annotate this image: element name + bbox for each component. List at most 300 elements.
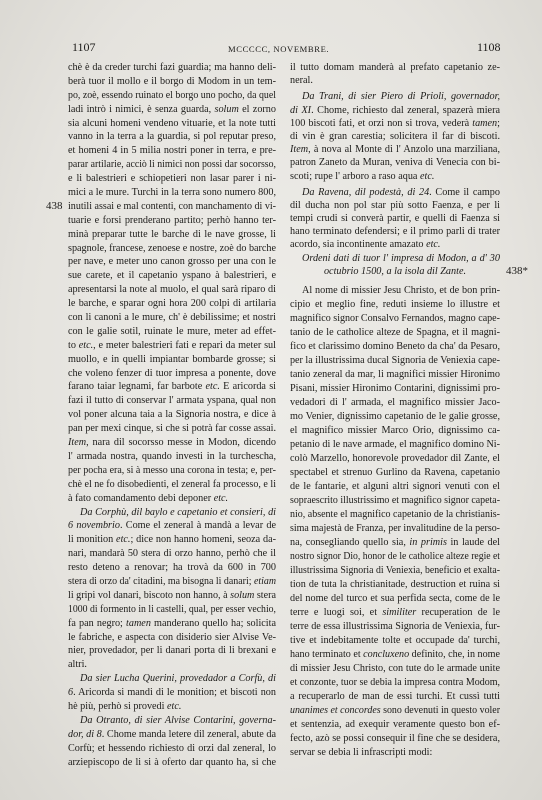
roman-text: nari, mandarà 50 stera di orzo hanno, perhò che il	[68, 548, 276, 560]
roman-text: per nave, e meter uno canon grosso per una con le	[68, 256, 276, 268]
text-line	[68, 255, 276, 269]
text-line	[68, 603, 276, 617]
italic-text: Da Otranto, di sier Alvise Contarini, governa-	[80, 714, 276, 726]
roman-text: e li balestrieri e schiopetieri non lasar parer i ni-	[68, 173, 276, 185]
roman-text: et conzonte, tuor se debia la impresa contra Modom,	[290, 677, 500, 688]
text-line	[68, 158, 276, 172]
line-text	[290, 74, 313, 87]
text-line	[290, 578, 500, 592]
roman-text: . Chome manda letere dil zeneral, abute da	[101, 728, 276, 740]
roman-text: de le fantarie, et alguni altri signori venuti con el	[290, 481, 500, 492]
text-line	[68, 575, 276, 589]
italic-text: 6 novembrio	[68, 520, 120, 532]
text-line	[68, 130, 276, 144]
line-text	[68, 200, 276, 214]
right-column-top-entries	[290, 61, 500, 252]
roman-text: el magnifico missier Marco Orio, dignissimo ca-	[290, 425, 500, 436]
italic-text: dor, di 8	[68, 728, 102, 740]
roman-text: fico et clarissimo domino Beneto da cha' da Pesaro,	[290, 341, 500, 352]
line-text	[68, 311, 276, 325]
roman-text: il tutto domam manderà al prefato capetanio ze-	[290, 62, 500, 73]
text-line	[68, 561, 276, 575]
text-line	[68, 617, 276, 631]
roman-text: mo Venier, dignissimo capetanio de le galie grosse,	[290, 411, 500, 422]
italic-text: etc.	[419, 170, 435, 182]
line-text	[324, 265, 466, 278]
line-text	[68, 728, 276, 742]
text-line	[290, 648, 500, 662]
roman-text: tuarie e forsi prenderano partito; perhò hanno ter-	[68, 214, 276, 226]
line-text	[68, 89, 276, 103]
italic-text: Item	[290, 144, 309, 156]
italic-text: etc.	[167, 700, 182, 712]
roman-text: et homeni 4 in 5 milia nostri poner in terra, e pre-	[68, 145, 276, 157]
roman-text: terre de essa illustrissima Signoria de Veniexia, fur-	[290, 621, 500, 632]
line-text	[68, 117, 276, 131]
paragraph	[68, 506, 276, 673]
roman-text: patron Zaneto da Muran, veniva di Venecia con bi-	[290, 157, 500, 169]
line-text	[68, 242, 276, 256]
roman-text: sima majestà de Franza, per invalitudine de la perso-	[290, 523, 500, 534]
line-text	[290, 480, 500, 494]
text-line	[290, 382, 500, 396]
roman-text: altri.	[68, 659, 87, 671]
line-text	[68, 353, 276, 367]
line-text	[68, 214, 276, 228]
italic-text: etc.	[213, 492, 229, 504]
text-line	[290, 746, 500, 760]
line-text	[290, 592, 500, 606]
text-line	[68, 186, 276, 200]
line-text	[68, 561, 276, 575]
text-line	[68, 742, 276, 756]
line-text	[290, 156, 500, 169]
line-text	[290, 746, 432, 760]
text-line	[290, 284, 500, 298]
roman-text: . Chome, richiesto dal zeneral, spazerà miera	[311, 104, 500, 116]
line-text	[68, 75, 276, 89]
line-text	[68, 408, 276, 422]
text-line	[290, 410, 500, 424]
text-line	[68, 394, 276, 408]
roman-text: le barche, e sparar ogni hora 200 colpi di artilaria	[68, 298, 276, 310]
roman-text: fazi il tutto di conservar l' armata yspana, qual non	[68, 395, 276, 407]
line-text	[68, 255, 276, 269]
text-line	[68, 492, 276, 506]
roman-text: minà preparar tutte le barche di le nave grosse, li	[68, 228, 276, 240]
text-line	[290, 212, 500, 225]
line-text	[290, 704, 500, 718]
roman-text: acordo, sia incontinente amazato	[290, 239, 427, 251]
text-line	[290, 170, 500, 183]
roman-text: cipio et meglio fine, reduti insieme lo illustre et	[290, 299, 500, 310]
text-line	[68, 61, 276, 75]
roman-text: tion de tuta la christianitade, destruction et ruina si	[290, 579, 500, 590]
roman-text: illustrissima Signoria di Veniexia, beneficio et exalta-	[290, 565, 500, 576]
roman-text: . Come il campo	[429, 186, 500, 198]
roman-text: con le galie sotil, ruinate le mure, meter ad effet-	[68, 325, 276, 337]
roman-text: Corfù; et hessendo richiesto di orzi dal zeneral, lo	[68, 742, 276, 754]
text-line	[290, 265, 500, 278]
roman-text: sono devenuti in questo voler	[380, 705, 500, 716]
text-line	[68, 700, 276, 714]
roman-text: hano terminato defendersi; e il primo parli di trater	[290, 226, 500, 238]
text-line	[290, 592, 500, 606]
roman-text: chè el ne fo disobedienti, el zeneral fa processo, e li	[68, 478, 276, 490]
text-line	[290, 606, 500, 620]
roman-text: na, consegliando quello sia,	[290, 537, 410, 548]
line-text	[290, 424, 500, 438]
right-margin-note: 438*	[506, 265, 528, 277]
roman-text: ; dice non hanno homeni, seoza da-	[130, 534, 276, 546]
line-text	[68, 589, 276, 603]
line-text	[290, 634, 500, 648]
text-line	[290, 74, 500, 87]
roman-text: a recuperarlo de man de essi turchi. Et cussì tutti	[290, 691, 500, 702]
text-line	[68, 464, 276, 478]
roman-text: ;	[497, 117, 500, 129]
text-line	[68, 242, 276, 256]
text-line	[68, 380, 276, 394]
text-line	[290, 466, 500, 480]
text-line	[68, 339, 276, 353]
text-line	[290, 676, 500, 690]
text-line	[290, 662, 500, 676]
roman-text: stera di orzo da' citadini, ma bisogna li danari;	[68, 575, 254, 587]
line-text	[290, 340, 500, 354]
line-text	[290, 225, 500, 238]
line-text	[68, 422, 276, 436]
roman-text: , à nova al Monte di l' Anzolo una marziliana,	[308, 144, 500, 156]
roman-text: Pisani, missier Hironimo Contarini, dignissimi pro-	[290, 383, 500, 394]
roman-text: 100 biscoti fati, et orzi non si trova, vederà	[290, 117, 473, 129]
line-text	[68, 644, 276, 658]
roman-text: vanno in la terra a la guardia, si pol reputar preso,	[68, 131, 276, 143]
line-text	[290, 368, 500, 382]
roman-text: apresentarsi la note al muolo, el qual sarà riparo di	[68, 284, 276, 296]
roman-text: ladi intrò i nimici, è senza guarda,	[68, 103, 215, 115]
text-line	[68, 589, 276, 603]
line-text	[290, 143, 500, 156]
text-line	[68, 533, 276, 547]
text-line	[290, 104, 500, 117]
line-text	[290, 438, 500, 452]
line-text	[68, 61, 276, 75]
line-text	[68, 450, 276, 464]
right-page-number: 1108	[477, 40, 501, 54]
paragraph	[68, 672, 276, 714]
italic-text: similiter	[382, 607, 417, 618]
line-text	[68, 228, 276, 242]
text-line	[290, 634, 500, 648]
roman-text: con li canoni a le mure, ch' è debilissime; et nostri	[68, 312, 276, 324]
line-text	[290, 690, 500, 704]
line-text	[80, 506, 276, 520]
text-line	[68, 75, 276, 89]
roman-text: po, zoè, essendo ruinato el borgo uno pocho, da quel	[68, 89, 276, 101]
roman-text: per la illustrissima ducal Signoria de Veniexia cape-	[290, 355, 500, 366]
line-text	[290, 326, 500, 340]
text-line	[290, 238, 500, 251]
line-text	[68, 658, 87, 672]
text-line	[68, 450, 276, 464]
line-text	[290, 61, 500, 74]
italic-text: tamen	[126, 617, 151, 629]
roman-text: li monition	[68, 534, 117, 546]
text-line	[68, 714, 276, 728]
text-line	[290, 550, 500, 564]
text-line	[290, 298, 500, 312]
text-line	[290, 424, 500, 438]
roman-text: stera	[254, 589, 276, 601]
line-text	[68, 297, 276, 311]
roman-text: chè è da creder turchi fazi guardia; ma hanno deli-	[68, 62, 276, 73]
line-text	[290, 578, 500, 592]
line-text	[290, 104, 500, 117]
line-text	[68, 380, 276, 394]
text-line	[290, 340, 500, 354]
italic-text: unanimes et concordes	[290, 705, 381, 716]
roman-text: octubrio 1500, a la isola dil Zante.	[323, 266, 467, 278]
italic-text: di XI	[290, 104, 312, 116]
italic-text: etiam	[253, 575, 276, 587]
section-heading	[290, 252, 500, 279]
text-line	[290, 225, 500, 238]
roman-text: arziepiscopo de li si à oferto dar quanto ha, si che	[68, 756, 276, 768]
text-line	[68, 422, 276, 436]
italic-text: etc.	[78, 339, 94, 351]
line-text	[68, 144, 276, 158]
text-line	[68, 672, 276, 686]
text-line	[68, 644, 276, 658]
roman-text: hè più, perhò si provedi	[68, 700, 168, 712]
paragraph	[290, 61, 500, 87]
text-line	[68, 547, 276, 561]
left-margin-note: 438	[46, 200, 63, 212]
text-line	[68, 519, 276, 533]
line-text	[290, 466, 500, 480]
italic-text: concluxeno	[363, 649, 410, 660]
text-line	[68, 117, 276, 131]
line-text	[290, 564, 500, 578]
text-line	[68, 269, 276, 283]
roman-text: vol poner alcuna taia a la Signoria nostra, e dice à	[68, 409, 276, 421]
text-line	[290, 508, 500, 522]
roman-text: pan per mexi cinque, si che si potrà far cosse assai.	[68, 423, 276, 435]
roman-text: colò Marzello, honorevole provedador dil Zante, el	[290, 453, 500, 464]
roman-text: magnifico signor Consalvo Fernandos, magno cape-	[290, 313, 500, 324]
text-line	[68, 297, 276, 311]
roman-text: parar artilarie, acciò li nimici non possi dar socorsso,	[68, 159, 276, 171]
italic-text: tamen	[472, 117, 498, 129]
text-line	[68, 353, 276, 367]
line-text	[290, 648, 500, 662]
text-line	[290, 368, 500, 382]
line-text	[290, 676, 500, 690]
line-text	[68, 756, 276, 770]
text-line	[290, 690, 500, 704]
line-text	[290, 620, 500, 634]
text-line	[68, 103, 276, 117]
line-text	[68, 533, 276, 547]
line-text	[68, 394, 276, 408]
roman-text: el zorno	[238, 103, 276, 115]
roman-text: spectabel et strenuo Gurlino da Ravena, capetanio	[290, 467, 500, 478]
text-line	[290, 620, 500, 634]
italic-text: in primis	[409, 537, 447, 548]
running-head: MCCCCC, NOVEMBRE.	[228, 44, 330, 54]
text-line	[68, 506, 276, 520]
text-line	[290, 522, 500, 536]
roman-text: per pocha era, si à messo una corona in testa; e, per-	[68, 464, 276, 476]
line-text	[68, 158, 276, 172]
paragraph	[68, 61, 276, 506]
roman-text: hano terminato et	[290, 649, 364, 660]
line-text	[68, 103, 276, 117]
line-text	[290, 354, 500, 368]
line-text	[68, 436, 276, 450]
line-text	[290, 550, 500, 564]
roman-text: Ordeni dati di tuor l' impresa di Modon, a d' 30	[302, 253, 500, 264]
text-line	[68, 311, 276, 325]
line-text	[290, 718, 500, 732]
left-text-column	[68, 61, 276, 769]
italic-text: solum	[230, 589, 255, 601]
roman-text: servar se debia li infrascripti modi:	[290, 747, 433, 758]
line-text	[68, 700, 181, 714]
roman-text: . Come el zeneral à mandà a levar de	[119, 520, 276, 532]
text-line	[68, 728, 276, 742]
italic-text: etc.	[205, 381, 220, 393]
roman-text: dil ducha non pol star più sotto Faenza, e per li	[290, 199, 500, 211]
text-line	[68, 408, 276, 422]
line-text	[290, 522, 500, 536]
roman-text: E aricorda si	[219, 381, 276, 393]
roman-text: in laude del	[446, 537, 500, 548]
line-text	[290, 662, 500, 676]
roman-text: petanio di le nave armade, el magnifico domino Ni-	[290, 439, 500, 450]
line-text	[68, 575, 276, 589]
text-line	[290, 732, 500, 746]
roman-text: mici a le mure. Turchi in la terra sono numero 800,	[68, 187, 276, 199]
paragraph	[290, 284, 500, 760]
text-line	[290, 156, 500, 169]
roman-text: tanio de le catholice alteze de Spagna, et il magni-	[290, 327, 500, 338]
line-text	[68, 325, 276, 339]
roman-text: tanio zeneral da mar, li magnifici missier Hironimo	[290, 369, 500, 380]
line-text	[68, 686, 276, 700]
italic-text: Item	[68, 437, 87, 449]
paragraph	[290, 90, 500, 182]
text-line	[68, 686, 276, 700]
line-text	[68, 478, 276, 492]
text-line	[290, 186, 500, 199]
line-text	[302, 90, 500, 103]
line-text	[68, 186, 276, 200]
line-text	[302, 252, 500, 265]
line-text	[68, 172, 276, 186]
line-text	[290, 606, 500, 620]
text-line	[68, 325, 276, 339]
roman-text: manderano quello ha; solicita	[150, 617, 276, 629]
roman-text: . Aricorda si mandi di le monition; et biscoti non	[73, 687, 276, 699]
text-line	[68, 214, 276, 228]
line-text	[290, 396, 500, 410]
italic-text: Da Corphù, dil baylo e capetanio et consieri, di	[80, 506, 276, 518]
line-text	[68, 519, 276, 533]
roman-text: nio, absente el magnifico capetanio de la christianis-	[290, 509, 500, 520]
line-text	[68, 617, 276, 631]
text-line	[290, 704, 500, 718]
paragraph	[290, 186, 500, 252]
right-column-body	[290, 284, 500, 760]
text-line	[68, 631, 276, 645]
roman-text: scoti; rupe l' arboro a raso aqua	[290, 170, 420, 182]
roman-text: definito, che, in nome	[409, 649, 500, 660]
line-text	[80, 672, 276, 686]
line-text	[68, 492, 228, 506]
italic-text: Da sier Lucha Querini, provedador a Corfù, di	[80, 673, 276, 685]
text-line	[68, 367, 276, 381]
roman-text: che voleno fenzer di tuor impresa a ponente, dove	[68, 367, 276, 379]
text-line	[68, 283, 276, 297]
text-line	[290, 536, 500, 550]
roman-text: sia alcuni homeni vendeno vituarie, et la note tutti	[68, 117, 276, 129]
line-text	[302, 186, 500, 199]
line-text	[290, 170, 434, 183]
text-line	[68, 658, 276, 672]
text-line	[290, 354, 500, 368]
line-text	[290, 238, 440, 251]
line-text	[290, 732, 500, 746]
line-text	[68, 339, 276, 353]
roman-text: terre e luogi soi, et	[290, 607, 383, 618]
line-text	[68, 283, 276, 297]
line-text	[290, 130, 500, 143]
roman-text: muollo, e in quelli impiantar bombarde grosse; si	[68, 353, 276, 365]
roman-text: 1000 di formento in li castelli, qual, per esser vechio,	[68, 603, 276, 615]
text-line	[290, 480, 500, 494]
roman-text: del nome del turco et sua perfida secta, come de le	[290, 593, 500, 604]
roman-text: Al nome di missier Jesu Christo, et de bon prin-	[302, 285, 500, 296]
roman-text: l' armada nostra, quando investi in la turchescha,	[68, 450, 276, 462]
roman-text: fa pan negro;	[68, 617, 127, 629]
text-line	[290, 564, 500, 578]
italic-text: solum	[214, 103, 239, 115]
roman-text: tempi crudi si converà partir, e quelli di Faenza si	[290, 213, 500, 225]
roman-text: di vin è gran carestia; solicitera il far di biscoti.	[290, 130, 500, 142]
text-line	[68, 200, 276, 214]
line-text	[302, 284, 500, 298]
line-text	[290, 452, 500, 466]
roman-text: spagnole, francese, zenoese e nostre, zoè do barche	[68, 242, 276, 254]
italic-text: etc.	[426, 239, 441, 251]
roman-text: recuperation de le	[416, 607, 500, 618]
line-text	[290, 494, 500, 508]
line-text	[290, 298, 500, 312]
line-text	[80, 714, 276, 728]
text-line	[290, 130, 500, 143]
text-line	[290, 312, 500, 326]
text-line	[290, 452, 500, 466]
text-line	[290, 252, 500, 265]
text-line	[290, 61, 500, 74]
line-text	[290, 410, 500, 424]
text-line	[68, 144, 276, 158]
text-line	[290, 718, 500, 732]
line-text	[68, 547, 276, 561]
line-text	[68, 631, 276, 645]
